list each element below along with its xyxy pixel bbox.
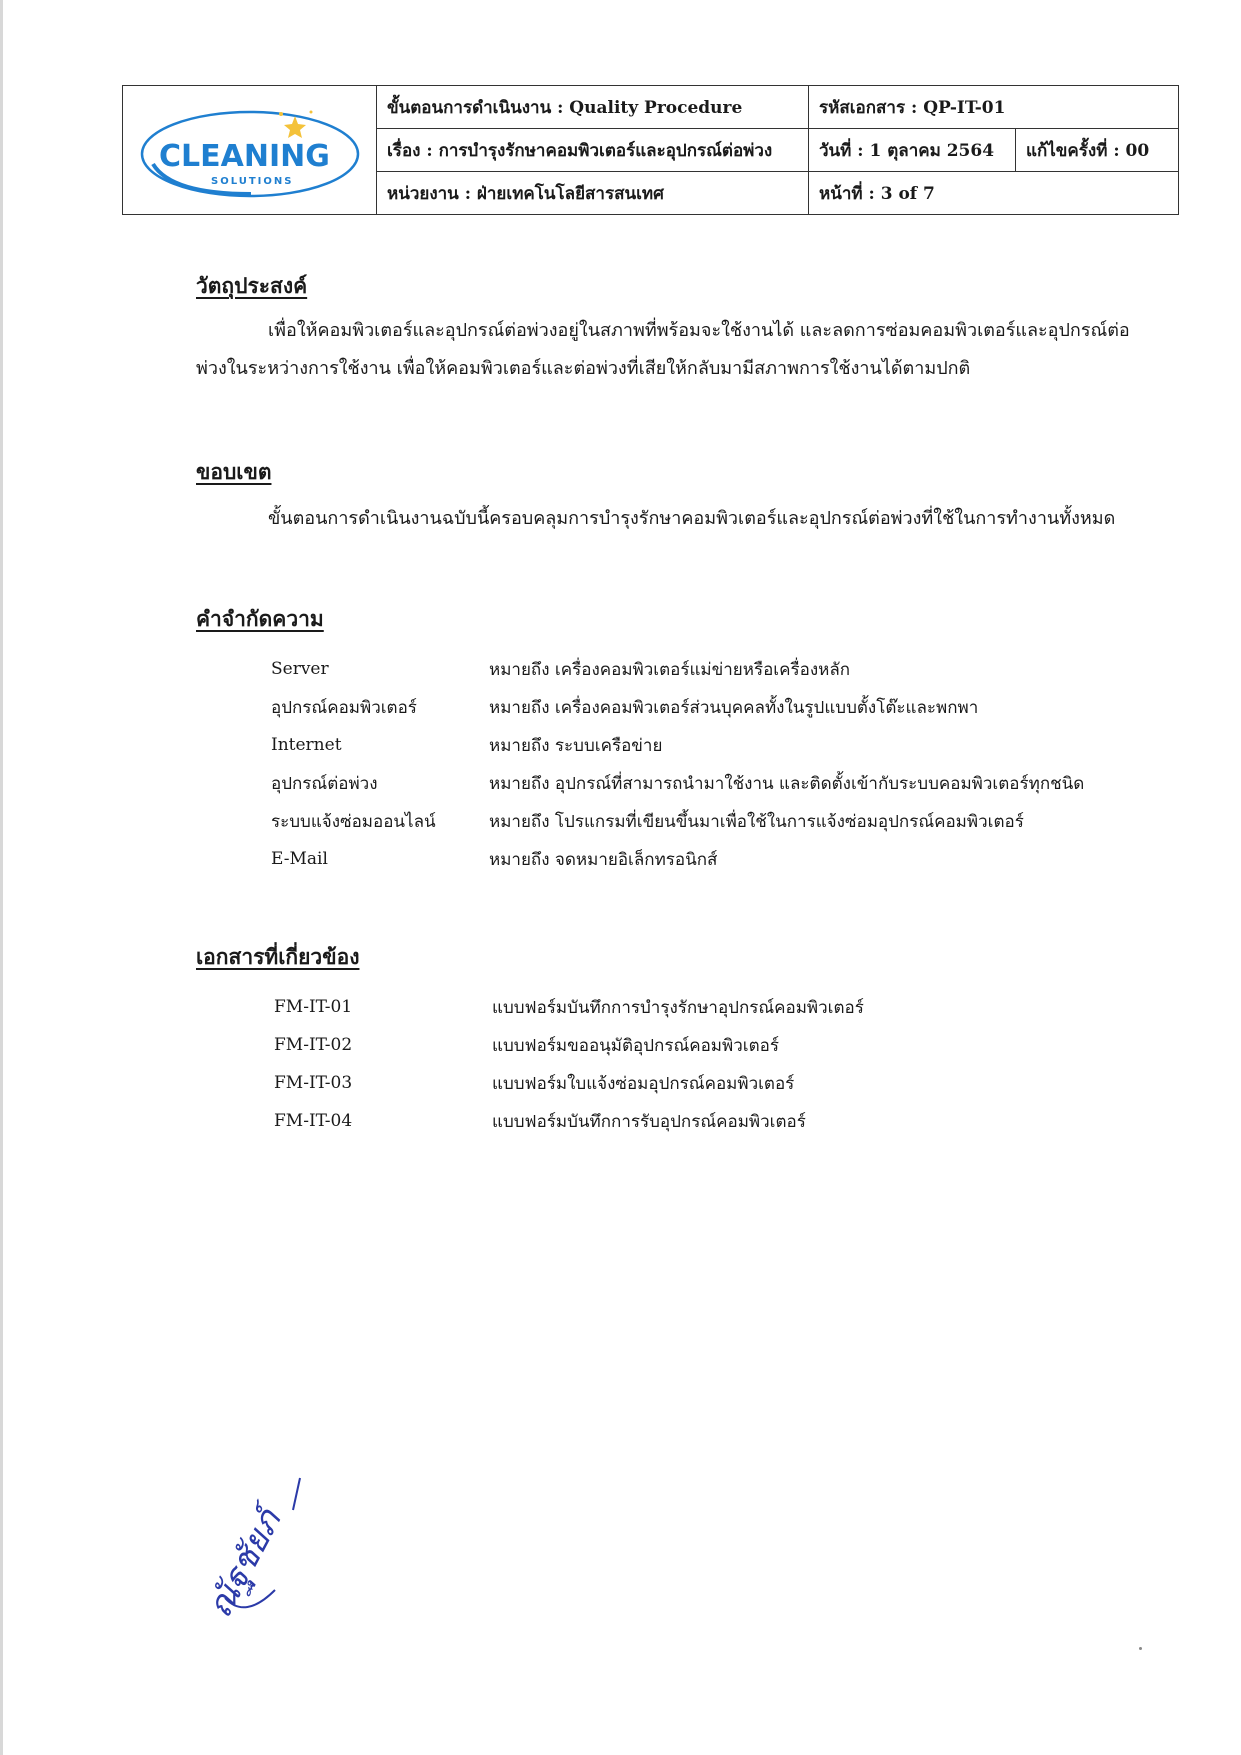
department-cell: หน่วยงาน : ฝ่ายเทคโนโลยีสารสนเทศ	[377, 172, 809, 215]
definition-term: Internet	[271, 735, 342, 755]
definition-term: Server	[271, 659, 329, 679]
definition-row	[271, 688, 1151, 726]
related-docs-list	[274, 988, 974, 1140]
definition-meaning: หมายถึง เครื่องคอมพิวเตอร์ส่วนบุคคลทั้งในรูปแบบตั้งโต๊ะและพกพา	[489, 697, 979, 718]
doc-code: FM-IT-01	[274, 997, 353, 1017]
objective-line-1: เพื่อให้คอมพิวเตอร์และอุปกรณ์ต่อพ่วงอยู่ในสภาพที่พร้อมจะใช้งานได้ และลดการซ่อมคอมพิวเตอร์และอุปกรณ์ต่อ	[268, 320, 1130, 341]
doc-code: FM-IT-03	[274, 1073, 353, 1093]
definition-meaning: หมายถึง อุปกรณ์ที่สามารถนำมาใช้งาน และติดตั้งเข้ากับระบบคอมพิวเตอร์ทุกชนิด	[489, 773, 1085, 794]
definition-term: E-Mail	[271, 849, 328, 869]
definitions-list	[271, 650, 1151, 878]
subject-cell: เรื่อง : การบำรุงรักษาคอมพิวเตอร์และอุปกรณ์ต่อพ่วง	[377, 129, 809, 172]
definition-row	[271, 840, 1151, 878]
definition-term: อุปกรณ์ต่อพ่วง	[271, 773, 378, 794]
related-docs-heading: เอกสารที่เกี่ยวข้อง	[196, 944, 360, 969]
scan-edge	[0, 0, 3, 1755]
procedure-cell: ขั้นตอนการดำเนินงาน : Quality Procedure	[377, 86, 809, 129]
logo-brand-text: CLEANING	[159, 139, 330, 174]
related-doc-row	[274, 988, 974, 1026]
definition-meaning: หมายถึง โปรแกรมที่เขียนขึ้นมาเพื่อใช้ในการแจ้งซ่อมอุปกรณ์คอมพิวเตอร์	[489, 811, 1024, 832]
logo-sub-text: SOLUTIONS	[211, 176, 294, 187]
scope-heading: ขอบเขต	[196, 459, 272, 484]
document-header-table	[122, 85, 1179, 215]
doc-code-cell: รหัสเอกสาร : QP-IT-01	[809, 86, 1179, 129]
definition-row	[271, 764, 1151, 802]
doc-title: แบบฟอร์มบันทึกการรับอุปกรณ์คอมพิวเตอร์	[492, 1111, 806, 1132]
definition-row	[271, 802, 1151, 840]
doc-title: แบบฟอร์มบันทึกการบำรุงรักษาอุปกรณ์คอมพิวเตอร์	[492, 997, 864, 1018]
page-number-cell: หน้าที่ : 3 of 7	[809, 172, 1179, 215]
definition-meaning: หมายถึง ระบบเครือข่าย	[489, 735, 663, 756]
doc-code: FM-IT-04	[274, 1111, 353, 1131]
objective-line-2: พ่วงในระหว่างการใช้งาน เพื่อให้คอมพิวเตอร์และต่อพ่วงที่เสียให้กลับมามีสภาพการใช้งานได้ตามปกติ	[196, 358, 971, 379]
definition-term: ระบบแจ้งซ่อมออนไลน์	[271, 811, 436, 832]
scan-speck	[1139, 1647, 1142, 1650]
definition-meaning: หมายถึง เครื่องคอมพิวเตอร์แม่ข่ายหรือเครื่องหลัก	[489, 659, 851, 680]
sparkle-icon	[284, 116, 306, 138]
cleaning-logo-icon	[131, 94, 369, 206]
svg-text:ณัฐชัยภ์: ณัฐชัยภ์	[205, 1503, 290, 1625]
doc-code: FM-IT-02	[274, 1035, 353, 1055]
doc-title: แบบฟอร์มใบแจ้งซ่อมอุปกรณ์คอมพิวเตอร์	[492, 1073, 795, 1094]
definition-row	[271, 650, 1151, 688]
definition-meaning: หมายถึง จดหมายอิเล็กทรอนิกส์	[489, 849, 718, 870]
company-logo	[123, 86, 377, 215]
definition-row	[271, 726, 1151, 764]
scope-text: ขั้นตอนการดำเนินงานฉบับนี้ครอบคลุมการบำรุงรักษาคอมพิวเตอร์และอุปกรณ์ต่อพ่วงที่ใช้ในการทำงานทั้งหมด	[268, 508, 1116, 529]
definitions-heading: คำจำกัดความ	[196, 606, 324, 631]
handwritten-signature	[205, 1470, 335, 1644]
related-doc-row	[274, 1026, 974, 1064]
date-cell: วันที่ : 1 ตุลาคม 2564	[809, 129, 1016, 172]
signature-icon	[205, 1470, 335, 1640]
revision-cell: แก้ไขครั้งที่ : 00	[1016, 129, 1179, 172]
related-doc-row	[274, 1064, 974, 1102]
related-doc-row	[274, 1102, 974, 1140]
definition-term: อุปกรณ์คอมพิวเตอร์	[271, 697, 417, 718]
objective-heading: วัตถุประสงค์	[196, 273, 308, 298]
doc-title: แบบฟอร์มขออนุมัติอุปกรณ์คอมพิวเตอร์	[492, 1035, 779, 1056]
